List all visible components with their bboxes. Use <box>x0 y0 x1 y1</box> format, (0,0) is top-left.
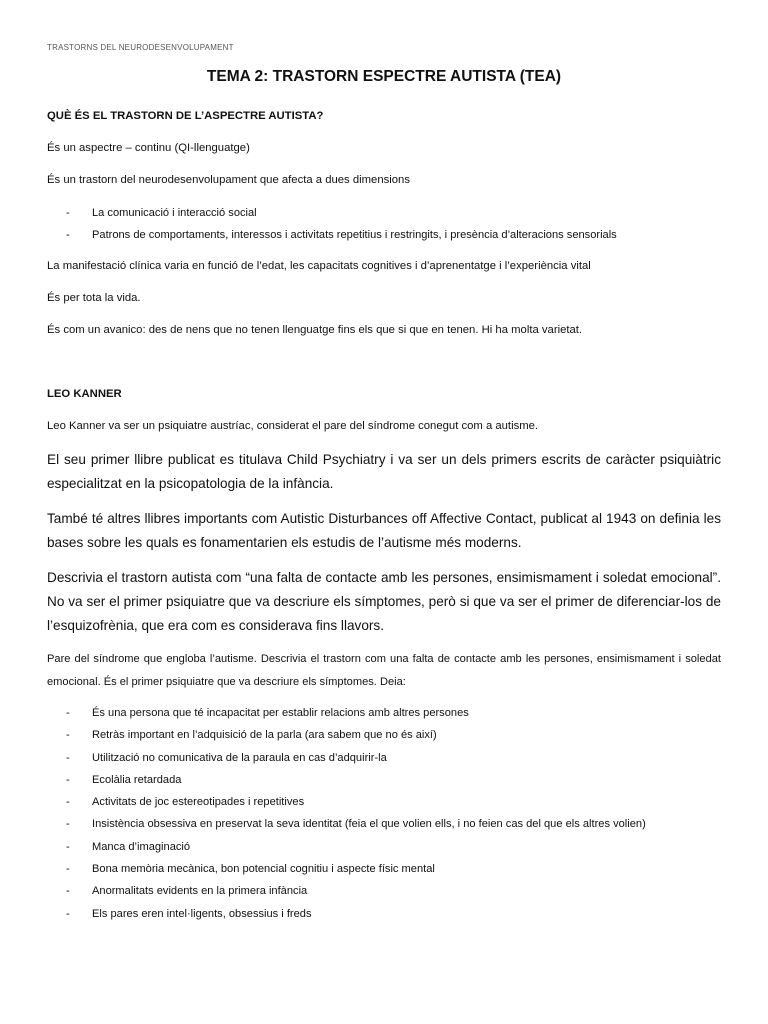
bullet-dash: - <box>66 707 70 719</box>
bullet-dash: - <box>66 229 70 242</box>
section-heading-leo-kanner: LEO KANNER <box>47 388 122 400</box>
list-item-text: Patrons de comportaments, interessos i activitats repetitius i restringits, i presència d’alteracions sensorials <box>92 229 617 242</box>
paragraph-manifestacio: La manifestació clínica varia en funció de l’edat, les capacitats cognitives i d’aprenentatge i l’experiència vital <box>47 260 591 272</box>
bullet-dash: - <box>66 207 70 219</box>
bullet-dash: - <box>66 863 70 876</box>
bullet-dash: - <box>66 907 70 920</box>
section-heading-que-es: QUÈ ÉS EL TRASTORN DE L’ASPECTRE AUTISTA? <box>47 110 324 122</box>
list-item-text: Ecolàlia retardada <box>92 773 182 786</box>
list-item-text: Anormalitats evidents en la primera infància <box>92 885 308 898</box>
list-item-text: Utilització no comunicativa de la paraula en cas d’adquirir-la <box>92 751 387 764</box>
paragraph-child-psychiatry: El seu primer llibre publicat es titulava Child Psychiatry i va ser un dels primers escrits de caràcter psiquiàtric especialitzat en la psicopatologia de la infància. <box>47 452 721 491</box>
bullet-dash: - <box>66 751 70 764</box>
paragraph-pare-sindrome: Pare del síndrome que engloba l’autisme. Descrivia el trastorn com una falta de contacte amb les persones, ensimismament i soledat emocional. És el primer psiquiatre que va descriure els símptomes. Deia: <box>47 653 721 688</box>
bullet-dash: - <box>66 729 70 742</box>
list-item-text: Manca d’imaginació <box>92 840 191 853</box>
list-item-text: Activitats de joc estereotipades i repetitives <box>92 796 305 809</box>
list-item-text: Insistència obsessiva en preservat la seva identitat (feia el que volien ells, i no feien cas del que els altres volien) <box>92 818 646 831</box>
paragraph-kanner-intro: Leo Kanner va ser un psiquiatre austríac, considerat el pare del síndrome conegut com a autisme. <box>47 420 539 432</box>
bullet-dash: - <box>66 818 70 831</box>
paragraph-descrivia: Descrivia el trastorn autista com “una falta de contacte amb les persones, ensimismament i soledat emocional”. No va ser el primer psiquiatre que va descriure els símptomes, però si que va ser el primer de diferenciar-los de l’esquizofrènia, que era com es considerava fins llavors. <box>47 570 721 633</box>
list-item-text: Bona memòria mecànica, bon potencial cognitiu i aspecte físic mental <box>92 863 435 876</box>
list-item-text: La comunicació i interacció social <box>92 207 257 219</box>
paragraph-neurodesenvolupament: És un trastorn del neurodesenvolupament que afecta a dues dimensions <box>47 174 410 186</box>
paragraph-espectre: És un aspectre – continu (QI-llenguatge) <box>47 142 250 154</box>
list-item-text: Retràs important en l’adquisició de la parla (ara sabem que no és així) <box>92 729 437 742</box>
paragraph-tota-la-vida: És per tota la vida. <box>47 292 141 304</box>
bullet-dash: - <box>66 796 70 809</box>
paragraph-avanico: És com un avanico: des de nens que no tenen llenguatge fins els que si que en tenen. Hi ha molta varietat. <box>47 324 583 336</box>
list-item-text: Els pares eren intel·ligents, obsessius i freds <box>92 907 312 920</box>
paragraph-autistic-disturbances: També té altres llibres importants com Autistic Disturbances off Affective Contact, publicat al 1943 on definia les bases sobre les quals es fonamentarien els estudis de l’autisme més moderns. <box>47 511 721 550</box>
running-header: TRASTORNS DEL NEURODESENVOLUPAMENT <box>47 43 234 52</box>
page-title: TEMA 2: TRASTORN ESPECTRE AUTISTA (TEA) <box>206 68 562 85</box>
bullet-dash: - <box>66 885 70 898</box>
bullet-dash: - <box>66 773 70 786</box>
list-item-text: És una persona que té incapacitat per establir relacions amb altres persones <box>92 707 469 719</box>
bullet-dash: - <box>66 840 70 853</box>
